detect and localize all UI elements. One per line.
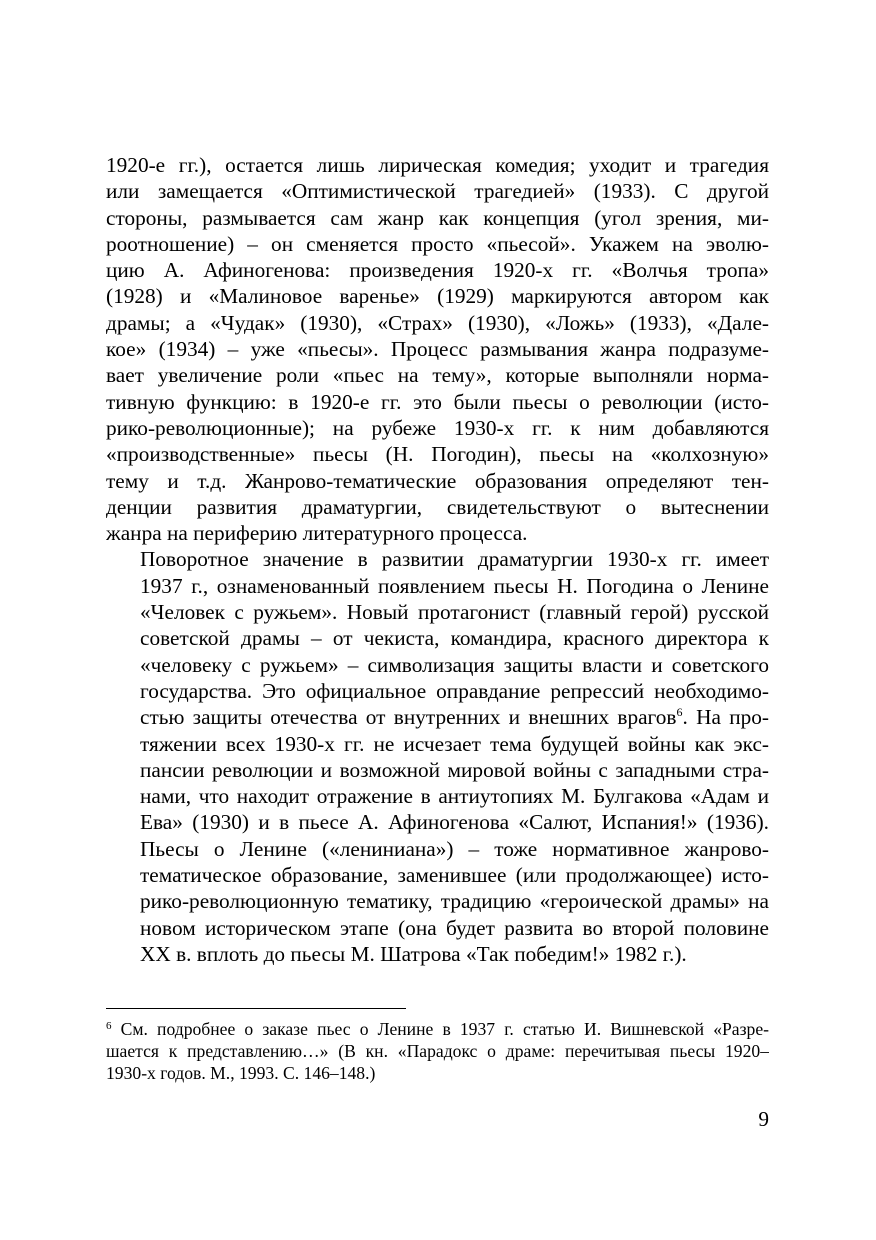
text-line: кое» (1934) – уже «пьесы». Процесс размывания жанра подразуме- — [106, 337, 769, 362]
text-line: Ева» (1930) и в пьесе А. Афиногенова «Салют, Испания!» (1936). — [140, 810, 769, 835]
text-line: «человеку с ружьем» – символизация защиты власти и советского — [140, 652, 769, 677]
text-line: новом историческом этапе (она будет развита во второй половине — [140, 915, 769, 940]
text-line: 1937 г., ознаменованный появлением пьесы Н. Погодина о Ленине — [140, 573, 769, 598]
text-line: «производственные» пьесы (Н. Погодин), пьесы на «колхозную» — [106, 442, 769, 467]
text-line: государства. Это официальное оправдание репрессий необходимо- — [140, 678, 769, 703]
text-line: советской драмы – от чекиста, командира, красного директора к — [140, 626, 769, 651]
text-line: XX в. вплоть до пьесы М. Шатрова «Так победим!» 1982 г.). — [140, 941, 687, 966]
text-line: тему и т.д. Жанрово-тематические образования определяют тен- — [106, 468, 769, 493]
text-line: жанра на периферию литературного процесса. — [106, 521, 528, 546]
text-fragment: стью защиты отечества от внутренних и внешних врагов — [140, 705, 677, 730]
text-line: драмы; а «Чудак» (1930), «Страх» (1930), «Ложь» (1933), «Дале- — [106, 310, 769, 335]
text-line: вает увеличение роли «пьес на тему», которые выполняли норма- — [106, 363, 769, 388]
text-fragment: . На про- — [682, 705, 769, 730]
page-number: 9 — [758, 1107, 769, 1131]
text-line: Пьесы о Ленине («лениниана») – тоже нормативное жанрово- — [140, 836, 769, 861]
text-line: «Человек с ружьем». Новый протагонист (главный герой) русской — [140, 600, 769, 625]
text-line: или замещается «Оптимистической трагедией» (1933). С другой — [106, 179, 769, 204]
footnote-reference[interactable]: 6 — [676, 705, 683, 720]
text-line: рико-революционную тематику, традицию «героической драмы» на — [140, 889, 769, 914]
footnote-divider — [106, 1008, 406, 1009]
paragraph-2 — [106, 546, 769, 967]
footnote-marker: 6 — [106, 1020, 112, 1032]
footnote-line — [106, 1018, 769, 1040]
text-line: тивную функцию: в 1920-е гг. это были пьесы о революции (исто- — [106, 389, 769, 414]
text-line: рико-революционные); на рубеже 1930-х гг. к ним добавляются — [106, 415, 769, 440]
text-line: денции развития драматургии, свидетельствуют о вытеснении — [106, 494, 769, 519]
text-line: пансии революции и возможной мировой войны с западными стра- — [140, 757, 769, 782]
paragraph-1 — [106, 152, 769, 546]
text-line: роотношение) – он сменяется просто «пьесой». Укажем на эволю- — [106, 231, 769, 256]
text-fragment: См. подробнее о заказе пьес о Ленине в 1937 г. статью И. Вишневской «Разре- — [120, 1019, 769, 1039]
text-line: тематическое образование, заменившее (или продолжающее) исто- — [140, 863, 769, 888]
text-line: нами, что находит отражение в антиутопиях М. Булгакова «Адам и — [140, 784, 769, 809]
text-line: Поворотное значение в развитии драматургии 1930-х гг. имеет — [140, 547, 769, 572]
text-line: 1920-е гг.), остается лишь лирическая комедия; уходит и трагедия — [106, 153, 769, 177]
footnote-line: шается к представлению…» (В кн. «Парадокс о драме: перечитывая пьесы 1920– — [106, 1041, 769, 1061]
text-line-with-footnote-ref — [106, 704, 769, 730]
main-text — [106, 152, 769, 967]
footnote — [106, 1018, 769, 1084]
text-line: тяжении всех 1930-х гг. не исчезает тема будущей войны как экс- — [140, 731, 769, 756]
text-line: (1928) и «Малиновое варенье» (1929) маркируются автором как — [106, 284, 769, 309]
text-line: стороны, размывается сам жанр как концепция (угол зрения, ми- — [106, 205, 769, 230]
footnote-line: 1930-х годов. М., 1993. С. 146–148.) — [106, 1063, 376, 1083]
text-line: цию А. Афиногенова: произведения 1920-х гг. «Волчья тропа» — [106, 258, 769, 283]
